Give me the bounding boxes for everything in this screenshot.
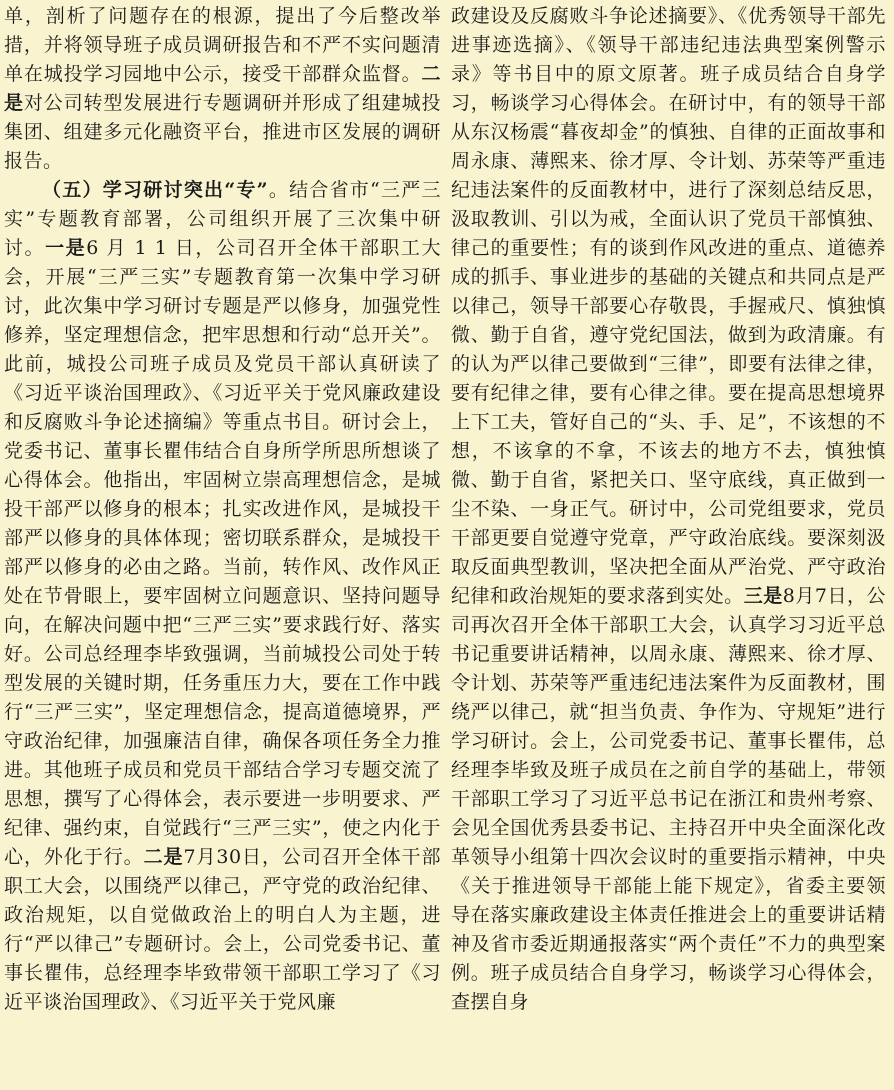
body-text: 对公司转型发展进行专题调研并形成了组建城投集团、组建多元化融资平台，推进市区发展的调研报告。 [4, 92, 441, 172]
bold-marker: 三是 [743, 585, 783, 607]
body-text: 。结合省市“三严三实”专题教育部署，公司组织开展了三次集中研讨。 [4, 179, 442, 259]
body-text: 6 月 1 1 日，公司召开全体干部职工大会，开展“三严三实”专题教育第一次集中学习研讨，此次集中学习研讨专题是严以修身，加强党性修养，坚定理想信念，把牢思想和行动“总开关”。此前，城投公司班子成员及党员干部认真研读了《习近平谈治国理政》、《习近平关于党风廉政建设和反腐败斗争论述摘编》等重点书目。研讨会上，党委书记、董事长瞿伟结合自身所学所思所想谈了心得体会。他指出，牢固树立崇高理想信念，是城投干部严以修身的根本；扎实改进作风，是城投干部严以修身的具体体现；密切联系群众，是城投干部严以修身的必由之路。当前，转作风、改作风正处在节骨眼上，要牢固树立问题意识、坚持问题导向，在解决问题中把“三严三实”要求践行好、落实好。公司总经理李毕致强调，当前城投公司处于转型发展的关键时期，任务重压力大，要在工作中践行“三严三实”，坚定理想信念，提高道德境界，严守政治纪律，加强廉洁自律，确保各项任务全力推进。其他班子成员和党员干部结合学习专题交流了思想，撰写了心得体会，表示要进一步明要求、严纪律、强约束，自觉践行“三严三实”，使之内化于心，外化于行。 [4, 237, 441, 868]
right-column [445, 0, 886, 1090]
paragraph [4, 2, 441, 176]
paragraph [451, 2, 886, 1017]
body-text: 8月7日，公司再次召开全体干部职工大会，认真学习习近平总书记重要讲话精神，以周永康、薄熙来、徐才厚、令计划、苏荣等严重违纪违法案件为反面教材，围绕严以律己，就“担当负责、争作为、守规矩”进行学习研讨。会上，公司党委书记、董事长瞿伟，总经理李毕致及班子成员在之前自学的基础上，带领干部职工学习了习近平总书记在浙江和贵州考察、会见全国优秀县委书记、主持召开中央全面深化改革领导小组第十四次会议时的重要指示精神，中央《关于推进领导干部能上能下规定》，省委主要领导在落实廉政建设主体责任推进会上的重要讲话精神及省市委近期通报落实“两个责任”不力的典型案例。班子成员结合自身学习，畅谈学习心得体会，查摆自身 [451, 585, 886, 1013]
section-heading: （五）学习研讨突出“专” [42, 179, 269, 201]
body-text: 7月30日，公司召开全体干部职工大会，以围绕严以律己，严守党的政治纪律、政治规矩，以自觉做政治上的明白人为主题，进行“严以律己”专题研讨。会上，公司党委书记、董事长瞿伟，总经理李毕致带领干部职工学习了《习近平谈治国理政》、《习近平关于党风廉 [4, 846, 441, 1013]
body-text: 单，剖析了问题存在的根源，提出了今后整改举措，并将领导班子成员调研报告和不严不实问题清单在城投学习园地中公示，接受干部群众监督。 [4, 5, 441, 85]
paragraph [4, 176, 441, 1017]
body-text: 政建设及反腐败斗争论述摘要》、《优秀领导干部先进事迹选摘》、《领导干部违纪违法典型案例警示录》等书目中的原文原著。班子成员结合自身学习，畅谈学习心得体会。在研讨中，有的领导干部从东汉杨震“暮夜却金”的慎独、自律的正面故事和周永康、薄熙来、徐才厚、令计划、苏荣等严重违纪违法案件的反面教材中，进行了深刻总结反思，汲取教训、引以为戒，全面认识了党员干部慎独、律己的重要性；有的谈到作风改进的重点、道德养成的抓手、事业进步的基础的关键点和共同点是严以律己，领导干部要心存敬畏，手握戒尺、慎独慎微、勤于自省，遵守党纪国法，做到为政清廉。有的认为严以律己要做到“三律”，即要有法律之律，要有纪律之律，要有心律之律。要在提高思想境界上下工夫，管好自己的“头、手、足”，不该想的不想，不该拿的不拿，不该去的地方不去，慎独慎微、勤于自省，紧把关口、坚守底线，真正做到一尘不染、一身正气。研讨中，公司党组要求，党员干部更要自觉遵守党章，严守政治底线。要深刻汲取反面典型教训，坚决把全面从严治党、严守政治纪律和政治规矩的要求落到实处。 [451, 5, 886, 607]
bold-marker: 二是 [4, 63, 441, 114]
bold-marker: 一是 [45, 237, 87, 259]
bold-marker: 二是 [143, 846, 184, 868]
left-column [4, 0, 445, 1090]
